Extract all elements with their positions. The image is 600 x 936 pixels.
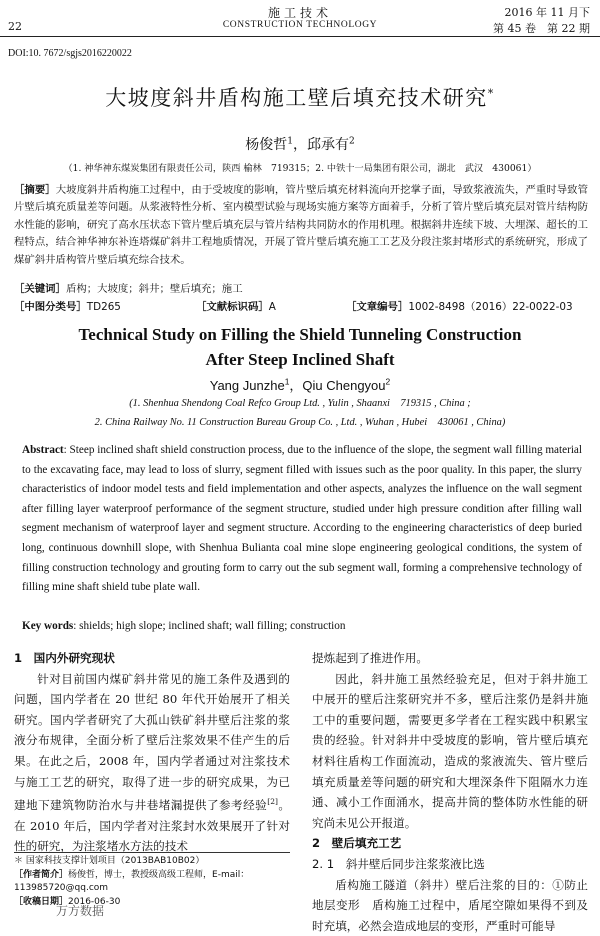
volume-issue: 第 45 卷 第 22 期	[493, 22, 590, 35]
doc-code-value: A	[268, 301, 276, 313]
author-note	[14, 869, 290, 896]
document-code	[196, 298, 276, 313]
abstract-en	[22, 441, 582, 598]
body-continuation: 提炼起到了推进作用。	[312, 651, 428, 665]
clc-value: TD265	[86, 301, 121, 313]
author-sup: 1	[287, 136, 293, 147]
abstract-cn-text: 大坡度斜井盾构施工过程中，由于受坡度的影响，管片壁后填充材料流向开挖掌子面，导致浆液流失，严重时导致管片壁后填充质量差等问题。从浆液特性分析、室内模型试验与现场实施方案等方面着手，分析了管片壁后填充层对管片结构防水性能的影响，研究了高水压状态下管片壁后填充层与管片结构共同防水的作用机理。根据斜井连续下坡、大埋深、超长的工程特点，结合神华神东补连塔煤矿斜井工程地质情况，开展了管片壁后填充施工工艺及分段注浆封堵形式的系统研究，形成了煤矿斜井盾构管片壁后填充综合技术。	[14, 184, 588, 266]
doc-code-label: ［文献标识码］	[196, 301, 269, 313]
body-paragraph: 因此，斜井施工虽然经验充足，但对于斜井施工中展开的壁后注浆研究并不多，壁后注浆仍是斜井施工中的重要问题，需要更多学者在工程实践中积累宝贵的经验。针对斜井中受坡度的影响，管片壁后填充材料往盾构工作面流动，造成的浆液流失、管片壁后填充质量差等问题的研究和大埋深条件下阻隔水力连通、减小工作面涌水，提高井筒的整体防水性能的研究尚未见公开报道。	[312, 671, 588, 830]
title-cn	[0, 82, 600, 112]
authors-en: Yang Junzhe$^1$，Qiu Chengyou$^2$	[209, 376, 391, 393]
author-name-en: Qiu Chengyou	[302, 378, 386, 393]
article-label: ［文章编号］	[346, 301, 409, 313]
page-number: 22	[8, 20, 22, 33]
keywords-en-label: Key words	[22, 620, 74, 632]
abstract-en-text: : Steep inclined shaft shield construction process, due to the influence of the slope, the segment wall filling material to the excavating face, may lead to loss of slurry, segment filled with issues such as the poor quality. In this paper, the slurry characteristics of indoor model tests and field implementation and other aspects, analyzes the influence on the wall segment after filling layer waterproof performance of the segment structure, studied under high pressure condition after filling wall segment mechanism of waterproof layer and segment structure. According to the engineering characteristics of deep buried long, continuous downhill slope, with Shenhua Bulianta coal mine slope engineering geological conditions, the system of filling construction technology and grouting form to carry out the sub segment wall, forming a comprehensive technology of filling mine shaft shield tube plate wall.	[22, 444, 582, 594]
running-header	[0, 0, 600, 37]
title-en	[0, 322, 600, 372]
keywords-cn-text: 盾构；大坡度；斜井；壁后填充；施工	[65, 283, 243, 295]
keywords-cn	[14, 280, 243, 295]
clc-number	[14, 298, 121, 313]
article-value: 1002-8498（2016）22-0022-03	[408, 301, 573, 313]
body-text: 针对目前国内煤矿斜井常见的施工条件及遇到的问题，国内学者在 20 世纪 80 年代开始展开了相关研究。国内学者研究了大孤山铁矿斜井壁后注浆的浆液分布规律，全面分析了壁后注浆效果不佳产生的后果。在此之后，2008 年，国内学者通过对注浆技术与施工工艺的研究，取得了进一步的研究成果，为已建地下建筑物防治水与井巷堵漏提供了参考经验	[14, 671, 290, 813]
author-note-text: 杨俊哲，博士，教授级高级工程师，E-mail：113985720@qq.com	[14, 869, 250, 894]
article-number	[346, 298, 573, 313]
affiliation-en-1: (1. Shenhua Shendong Coal Refco Group Ltd. , Yulin , Shaanxi 719315 , China ;	[129, 398, 471, 409]
doi: DOI:10. 7672/sgjs2016220022	[8, 48, 132, 59]
journal-name-cn: 施工技术	[267, 6, 332, 20]
abstract-cn-label: ［摘要］	[14, 184, 56, 196]
section-1-heading: 1 国内外研究现状	[14, 651, 115, 665]
section-2-heading: 2 壁后填充工艺	[312, 836, 402, 851]
author-name-en: Yang Junzhe	[209, 378, 285, 393]
keywords-en-text: : shields; high slope; inclined shaft; wall filling; construction	[73, 620, 346, 632]
body-paragraph: 盾构施工隧道（斜井）壁后注浆的目的：①防止地层变形 盾构施工过程中，盾尾空隙如果得不到及时充填，必然会造成地层的变形，严重时可能导	[312, 877, 588, 933]
right-column	[312, 648, 588, 936]
author-sup-en: 1	[284, 376, 290, 387]
clc-label: ［中图分类号］	[14, 301, 87, 313]
received-label: ［收稿日期］	[14, 896, 69, 907]
body-text: 。在 2010 年后，国内学者对注浆封水效果展开了针对性的研究，为注浆堵水方法的技术	[14, 798, 290, 854]
keywords-cn-label: ［关键词］	[14, 283, 66, 295]
title-cn-text: 大坡度斜井盾构施工壁后填充技术研究	[105, 86, 488, 110]
authors-cn: 杨俊哲$^1$，邱承有$^2$	[245, 136, 355, 153]
title-en-line1: Technical Study on Filling the Shield Tunneling Construction	[78, 325, 522, 344]
author-name: 邱承有	[307, 137, 349, 153]
citation: [2]	[267, 797, 278, 807]
watermark: 万方数据	[56, 904, 105, 918]
author-note-label: ［作者简介］	[14, 869, 69, 880]
author-name: 杨俊哲	[245, 137, 288, 153]
author-sup-en: 2	[385, 376, 391, 387]
title-en-line2: After Steep Inclined Shaft	[205, 350, 395, 369]
affiliation-en-2: 2. China Railway No. 11 Construction Bureau Group Co. , Ltd. , Wuhan , Hubei 430061 , China)	[94, 417, 506, 428]
keywords-en	[22, 620, 345, 632]
fund-note: ＊ 国家科技支撑计划项目（2013BAB10B02）	[14, 856, 205, 866]
author-sup: 2	[349, 136, 355, 147]
received-date: 2016-06-30	[68, 896, 121, 907]
abstract-en-label: Abstract	[22, 444, 64, 456]
journal-name-en: CONSTRUCTION TECHNOLOGY	[222, 20, 378, 30]
section-2-1-heading: 2. 1 斜井壁后同步注浆浆液比选	[312, 856, 485, 871]
left-column	[14, 648, 290, 857]
issue-date: 2016 年 11 月下	[504, 6, 590, 19]
body-paragraph	[14, 669, 290, 857]
abstract-cn	[14, 182, 588, 269]
affiliations-cn: （1. 神华神东煤炭集团有限责任公司，陕西 榆林 719315；2. 中铁十一局集团有限公司，湖北 武汉 430061）	[63, 163, 537, 174]
title-footnote-mark: *	[487, 87, 495, 100]
footnote	[14, 852, 290, 909]
